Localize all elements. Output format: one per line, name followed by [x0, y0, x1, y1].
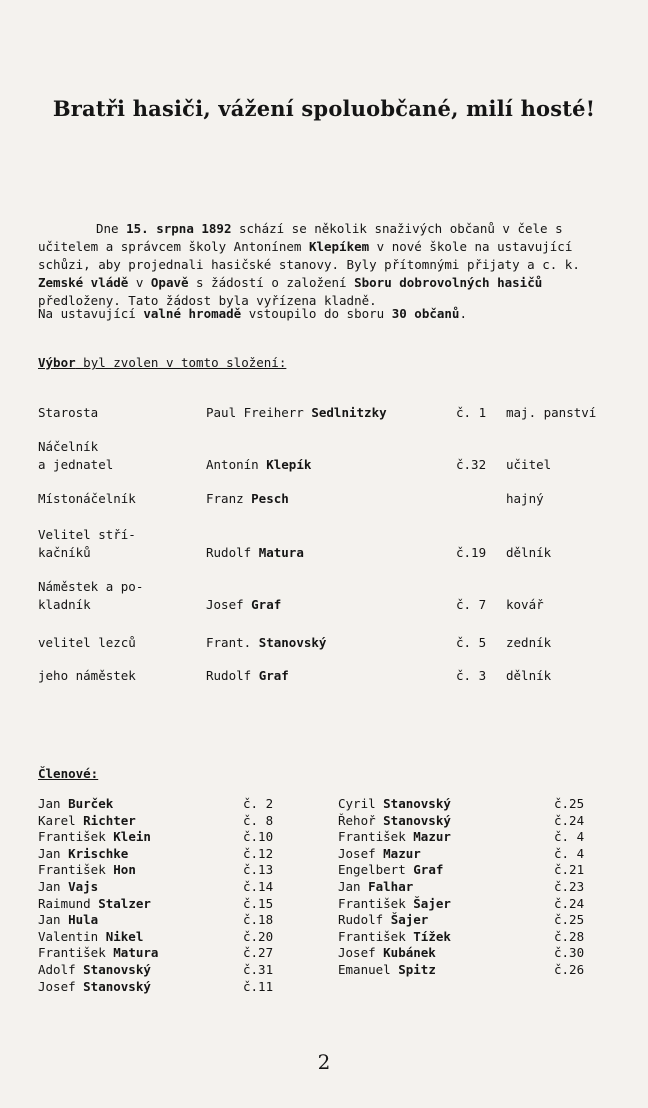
intro-text: s žádostí o založení	[188, 275, 355, 290]
first-name: Antonín	[206, 457, 267, 472]
house-number: č.20	[243, 928, 274, 944]
member-name	[38, 879, 98, 896]
member-row	[38, 979, 308, 996]
member-row	[338, 846, 628, 863]
member-row	[338, 796, 628, 813]
intro-text: v	[128, 275, 151, 290]
members-list-right	[338, 796, 628, 995]
surname: Stanovský	[383, 796, 451, 811]
member-count: 30 občanů	[391, 306, 460, 321]
house-number: č.12	[243, 845, 274, 861]
members-list-left	[38, 796, 308, 995]
first-name: Raimund	[38, 895, 99, 911]
surname: Stalzer	[98, 895, 151, 911]
committee-role: Místonáčelník	[38, 491, 136, 506]
surname: Burček	[68, 796, 114, 811]
first-name: Engelbert	[338, 862, 414, 878]
surname: Hon	[113, 862, 136, 878]
house-number: č.13	[243, 862, 274, 878]
member-name	[38, 813, 136, 830]
member-name	[338, 879, 413, 896]
first-name: Jan	[38, 912, 69, 928]
brigade-name: Sboru dobrovolných hasičů	[354, 275, 543, 290]
member-name	[338, 796, 451, 813]
surname: Mazur	[413, 829, 451, 845]
first-name: Jan	[338, 878, 369, 894]
surname: Klepík	[266, 457, 312, 472]
occupation: dělník	[506, 545, 552, 560]
committee-heading-rest: byl zvolen v tomto složení:	[75, 355, 287, 370]
occupation: kovář	[506, 597, 544, 612]
member-row	[338, 979, 628, 996]
committee-role: Starosta	[38, 405, 99, 420]
house-number: č.28	[554, 928, 585, 944]
member-row	[38, 896, 308, 913]
member-name	[338, 962, 436, 979]
member-row	[338, 813, 628, 830]
house-number: č.31	[243, 961, 274, 977]
house-number: č.23	[554, 878, 585, 894]
page-title: Bratři hasiči, vážení spoluobčané, milí hosté!	[52, 96, 596, 121]
house-number: č.27	[243, 945, 274, 961]
member-row	[38, 829, 308, 846]
member-name	[338, 929, 451, 946]
first-name: Cyril	[338, 796, 384, 811]
member-name	[38, 962, 151, 979]
surname: Klein	[113, 829, 151, 845]
member-row	[38, 945, 308, 962]
founder-surname: Klepíkem	[308, 239, 370, 254]
member-row	[38, 912, 308, 929]
surname: Mazur	[383, 845, 421, 861]
surname: Šajer	[413, 895, 451, 911]
house-number: č.26	[554, 961, 585, 977]
member-row	[38, 796, 308, 813]
first-name: František	[38, 862, 114, 878]
house-number: č. 1	[456, 405, 487, 420]
occupation: maj. panství	[506, 405, 597, 420]
member-row	[38, 846, 308, 863]
member-name	[38, 945, 158, 962]
surname: Stanovský	[258, 635, 327, 650]
surname: Graf	[251, 597, 282, 612]
surname: Šajer	[390, 912, 429, 928]
committee-row	[38, 578, 638, 616]
surname: Matura	[113, 945, 159, 961]
member-row	[338, 829, 628, 846]
house-number: č.25	[554, 796, 585, 811]
first-name: Franz	[206, 491, 252, 506]
first-name: Adolf	[38, 961, 84, 977]
committee-role: velitel lezců	[38, 635, 136, 650]
committee-row	[38, 490, 638, 528]
house-number: č.18	[243, 912, 274, 928]
surname: Tížek	[413, 928, 451, 944]
member-name	[38, 912, 98, 929]
intro-text: Dne	[96, 221, 127, 236]
member-row	[38, 879, 308, 896]
member-name	[38, 896, 151, 913]
committee-row	[38, 404, 638, 442]
committee-person	[206, 490, 506, 508]
house-number: č. 4	[554, 845, 585, 861]
house-number: č.32	[456, 457, 487, 472]
member-name	[38, 929, 143, 946]
member-name	[338, 829, 451, 846]
committee-role: jeho náměstek	[38, 668, 136, 683]
occupation: zedník	[506, 635, 552, 650]
member-row	[338, 929, 628, 946]
first-name: Valentin	[38, 928, 106, 944]
surname: Stanovský	[83, 961, 151, 977]
house-number: č. 3	[456, 668, 487, 683]
assembly-sentence	[38, 306, 613, 321]
first-name: Frant.	[206, 635, 259, 650]
founding-date: 15. srpna 1892	[126, 221, 232, 236]
committee-heading-word: Výbor	[38, 355, 76, 370]
first-name: Josef	[338, 945, 384, 961]
house-number: č.24	[554, 812, 585, 828]
surname: Graf	[413, 862, 444, 878]
first-name: Josef	[38, 978, 84, 994]
house-number: č.21	[554, 862, 585, 878]
city-name: Opavě	[150, 275, 189, 290]
house-number: č.30	[554, 945, 585, 961]
surname: Krischke	[68, 845, 129, 861]
member-name	[38, 862, 136, 879]
first-name: Jan	[38, 878, 69, 894]
member-row	[38, 862, 308, 879]
member-name	[338, 896, 451, 913]
first-name: František	[338, 895, 414, 911]
assembly-text: .	[459, 306, 467, 321]
committee-role: Náměstek a po- kladník	[38, 579, 144, 612]
government-name: Zemské vládě	[38, 275, 129, 290]
member-row	[338, 862, 628, 879]
first-name: Rudolf	[206, 545, 259, 560]
surname: Matura	[258, 545, 304, 560]
occupation: hajný	[506, 491, 544, 506]
first-name: František	[38, 829, 114, 845]
surname: Nikel	[105, 928, 144, 944]
member-name	[38, 846, 128, 863]
house-number: č. 2	[243, 796, 274, 811]
house-number: č.10	[243, 829, 274, 845]
surname: Stanovský	[83, 978, 151, 994]
house-number: č.11	[243, 978, 274, 994]
house-number: č. 5	[456, 635, 487, 650]
members-heading	[38, 766, 98, 781]
first-name: František	[38, 945, 114, 961]
house-number: č. 7	[456, 597, 487, 612]
surname: Stanovský	[383, 812, 451, 828]
first-name: Řehoř	[338, 812, 384, 828]
member-row	[338, 896, 628, 913]
member-row	[338, 945, 628, 962]
surname: Hula	[68, 912, 99, 928]
first-name: Rudolf	[338, 912, 391, 928]
house-number: č.24	[554, 895, 585, 911]
member-name	[338, 945, 436, 962]
house-number: č.19	[456, 545, 487, 560]
first-name: Jan	[38, 796, 69, 811]
surname: Richter	[83, 812, 136, 828]
first-name: František	[338, 829, 414, 845]
house-number: č.25	[554, 912, 585, 928]
surname: Vajs	[68, 878, 99, 894]
members-heading-text: Členové:	[38, 766, 99, 781]
surname: Kubánek	[383, 945, 436, 961]
first-name: Paul Freiherr	[206, 405, 312, 420]
first-name: Josef	[206, 597, 252, 612]
surname: Sedlnitzky	[311, 405, 387, 420]
house-number: č. 8	[243, 812, 274, 828]
committee-row	[38, 667, 638, 705]
general-assembly: valné hromadě	[143, 306, 242, 321]
member-name	[338, 862, 443, 879]
surname: Falhar	[368, 878, 414, 894]
first-name: Rudolf	[206, 668, 259, 683]
committee-role: Náčelník a jednatel	[38, 439, 114, 472]
committee-row	[38, 438, 638, 476]
member-row	[338, 879, 628, 896]
first-name: Jan	[38, 845, 69, 861]
member-name	[338, 912, 428, 929]
first-name: Emanuel	[338, 961, 399, 977]
first-name: Josef	[338, 845, 384, 861]
first-name: František	[338, 928, 414, 944]
committee-role: Velitel stří- kačníků	[38, 527, 136, 560]
occupation: dělník	[506, 668, 552, 683]
intro-paragraph	[38, 220, 613, 310]
member-row	[38, 962, 308, 979]
member-name	[338, 813, 451, 830]
house-number: č.15	[243, 895, 274, 911]
house-number: č.14	[243, 878, 274, 894]
surname: Pesch	[251, 491, 289, 506]
occupation: učitel	[506, 457, 552, 472]
assembly-text: vstoupilo do sboru	[241, 306, 392, 321]
member-name	[38, 796, 113, 813]
committee-row	[38, 526, 638, 564]
page-number: 2	[317, 1050, 331, 1074]
member-row	[338, 912, 628, 929]
committee-heading	[38, 355, 286, 370]
member-name	[38, 829, 151, 846]
house-number: č. 4	[554, 829, 585, 845]
surname: Spitz	[398, 961, 436, 977]
intro-text: v nové škole na ustavující schůzi, aby projednali hasičské stanovy. Byly přítomnými přijaty a c. k.	[38, 239, 580, 272]
member-name	[38, 979, 151, 996]
first-name: Karel	[38, 812, 84, 828]
intro-text: předloženy. Tato žádost byla vyřízena kladně.	[38, 293, 377, 308]
assembly-text: Na ustavující	[38, 306, 144, 321]
member-row	[38, 813, 308, 830]
surname: Graf	[258, 668, 289, 683]
member-row	[338, 962, 628, 979]
member-row	[38, 929, 308, 946]
intro-text: schází se několik snaživých občanů v čele s učitelem a správcem školy Antonínem	[38, 221, 563, 254]
member-name	[338, 846, 421, 863]
